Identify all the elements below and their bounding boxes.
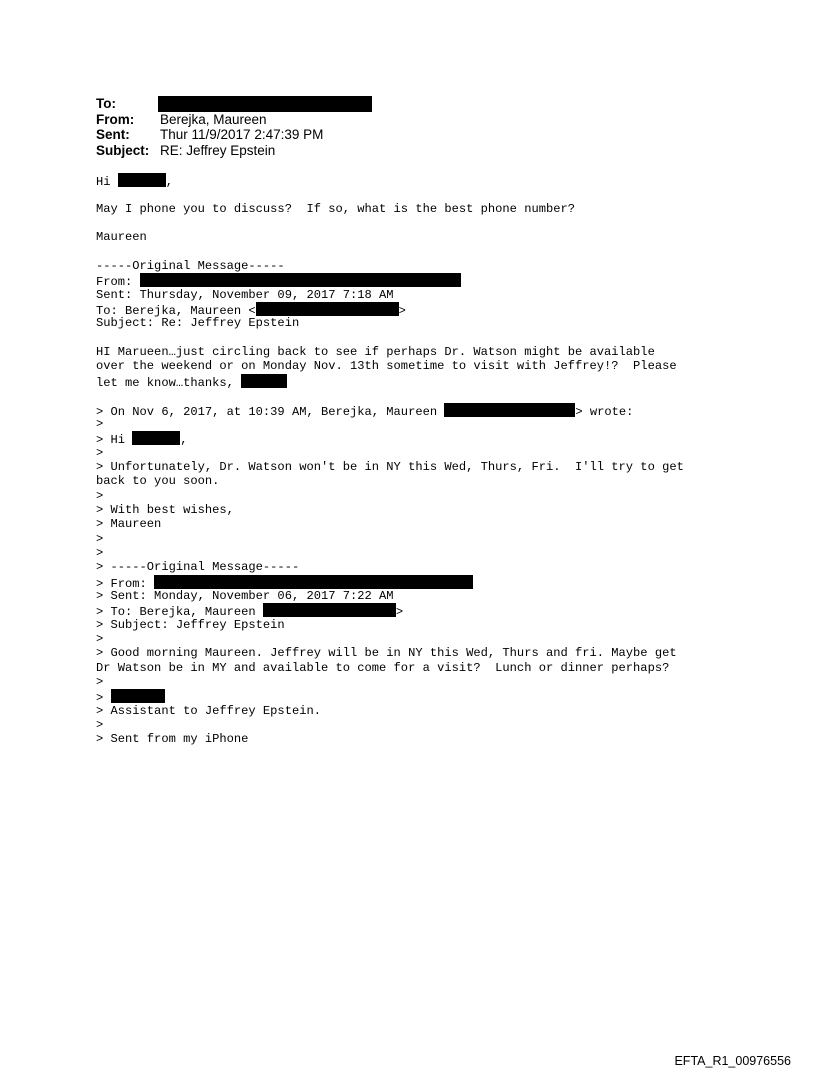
redaction-block xyxy=(158,96,372,112)
orig-to-line xyxy=(96,302,796,319)
orig-to-suffix: > xyxy=(398,304,406,319)
quoted-to-line xyxy=(96,603,796,620)
quote-marker: > xyxy=(96,488,104,503)
orig-from-label: From: xyxy=(96,275,140,290)
quoted-hi-prefix: > Hi xyxy=(96,433,133,448)
quoted-body-line: > Sent from my iPhone xyxy=(96,732,249,747)
quote-marker: > xyxy=(96,531,104,546)
quote-marker: > xyxy=(96,632,104,646)
subject-value: RE: Jeffrey Epstein xyxy=(160,142,276,158)
quote-marker: > xyxy=(96,545,104,560)
greeting-line xyxy=(96,173,796,187)
to-label: To: xyxy=(96,96,116,111)
redaction-block xyxy=(444,403,575,417)
orig-body-text: let me know…thanks, xyxy=(96,375,242,390)
quoted-to-prefix: > To: Berejka, Maureen xyxy=(96,605,263,620)
quote-marker: > xyxy=(96,445,104,460)
original-message-divider: -----Original Message----- xyxy=(96,259,285,274)
greeting-tail: , xyxy=(165,175,174,189)
orig-body-line: over the weekend or on Monday Nov. 13th sometime to visit with Jeffrey!? Please xyxy=(96,359,677,374)
quoted-sent-line: > Sent: Monday, November 06, 2017 7:22 AM xyxy=(96,588,394,603)
quoted-on-suffix: > wrote: xyxy=(575,404,634,419)
subject-label: Subject: xyxy=(96,142,150,158)
quote-marker: > xyxy=(96,718,104,733)
sent-label: Sent: xyxy=(96,127,130,142)
quoted-original-divider: > -----Original Message----- xyxy=(96,560,300,575)
quoted-sig-prefix: > xyxy=(96,691,111,706)
reply-line: May I phone you to discuss? If so, what is the best phone number? xyxy=(96,201,575,216)
redaction-block xyxy=(154,575,473,589)
orig-body-line: HI Marueen…just circling back to see if perhaps Dr. Watson might be available xyxy=(96,345,655,360)
redaction-block xyxy=(241,374,287,388)
reply-signoff: Maureen xyxy=(96,230,147,245)
quoted-subject-line: > Subject: Jeffrey Epstein xyxy=(96,617,285,632)
quoted-hi-suffix: , xyxy=(180,433,188,448)
redaction-block xyxy=(132,431,180,445)
sent-value: Thur 11/9/2017 2:47:39 PM xyxy=(160,127,324,142)
quoted-body-line: > Maureen xyxy=(96,517,162,532)
redaction-block xyxy=(111,689,165,703)
quoted-body-line: Dr Watson be in MY and available to come for a visit? Lunch or dinner perhaps? xyxy=(96,660,670,675)
to-value xyxy=(160,96,372,113)
quoted-body-line: > Unfortunately, Dr. Watson won't be in NY this Wed, Thurs, Fri. I'll try to get xyxy=(96,459,684,474)
quoted-body-line: back to you soon. xyxy=(96,474,220,489)
quoted-signature-line xyxy=(96,689,796,706)
orig-sent-line: Sent: Thursday, November 09, 2017 7:18 AM xyxy=(96,287,394,302)
orig-subject-line: Subject: Re: Jeffrey Epstein xyxy=(96,316,300,331)
greeting-text: Hi xyxy=(96,175,118,189)
redaction-block xyxy=(118,173,166,187)
email-body xyxy=(96,173,796,747)
quoted-on-prefix: > On Nov 6, 2017, at 10:39 AM, Berejka, Maureen xyxy=(96,404,445,419)
quoted-from-line xyxy=(96,575,796,589)
redaction-block xyxy=(256,302,399,316)
quote-marker: > xyxy=(96,675,104,690)
orig-body-line xyxy=(96,374,796,388)
orig-from-line xyxy=(96,273,796,290)
quoted-body-line: > Assistant to Jeffrey Epstein. xyxy=(96,703,321,718)
quote-marker: > xyxy=(96,416,104,431)
from-label: From: xyxy=(96,111,135,127)
quoted-on-line xyxy=(96,403,796,417)
quoted-body-line: > With best wishes, xyxy=(96,502,234,517)
orig-to-prefix: To: Berejka, Maureen < xyxy=(96,304,256,319)
document-id: EFTA_R1_00976556 xyxy=(674,1054,791,1068)
quoted-hi-line xyxy=(96,431,796,448)
redaction-block xyxy=(140,273,461,287)
redaction-block xyxy=(263,603,396,617)
quoted-to-suffix: > xyxy=(395,605,404,620)
quoted-body-line: > Good morning Maureen. Jeffrey will be in NY this Wed, Thurs and fri. Maybe get xyxy=(96,646,677,661)
from-value: Berejka, Maureen xyxy=(160,111,267,127)
quoted-from-prefix: > From: xyxy=(96,576,155,591)
